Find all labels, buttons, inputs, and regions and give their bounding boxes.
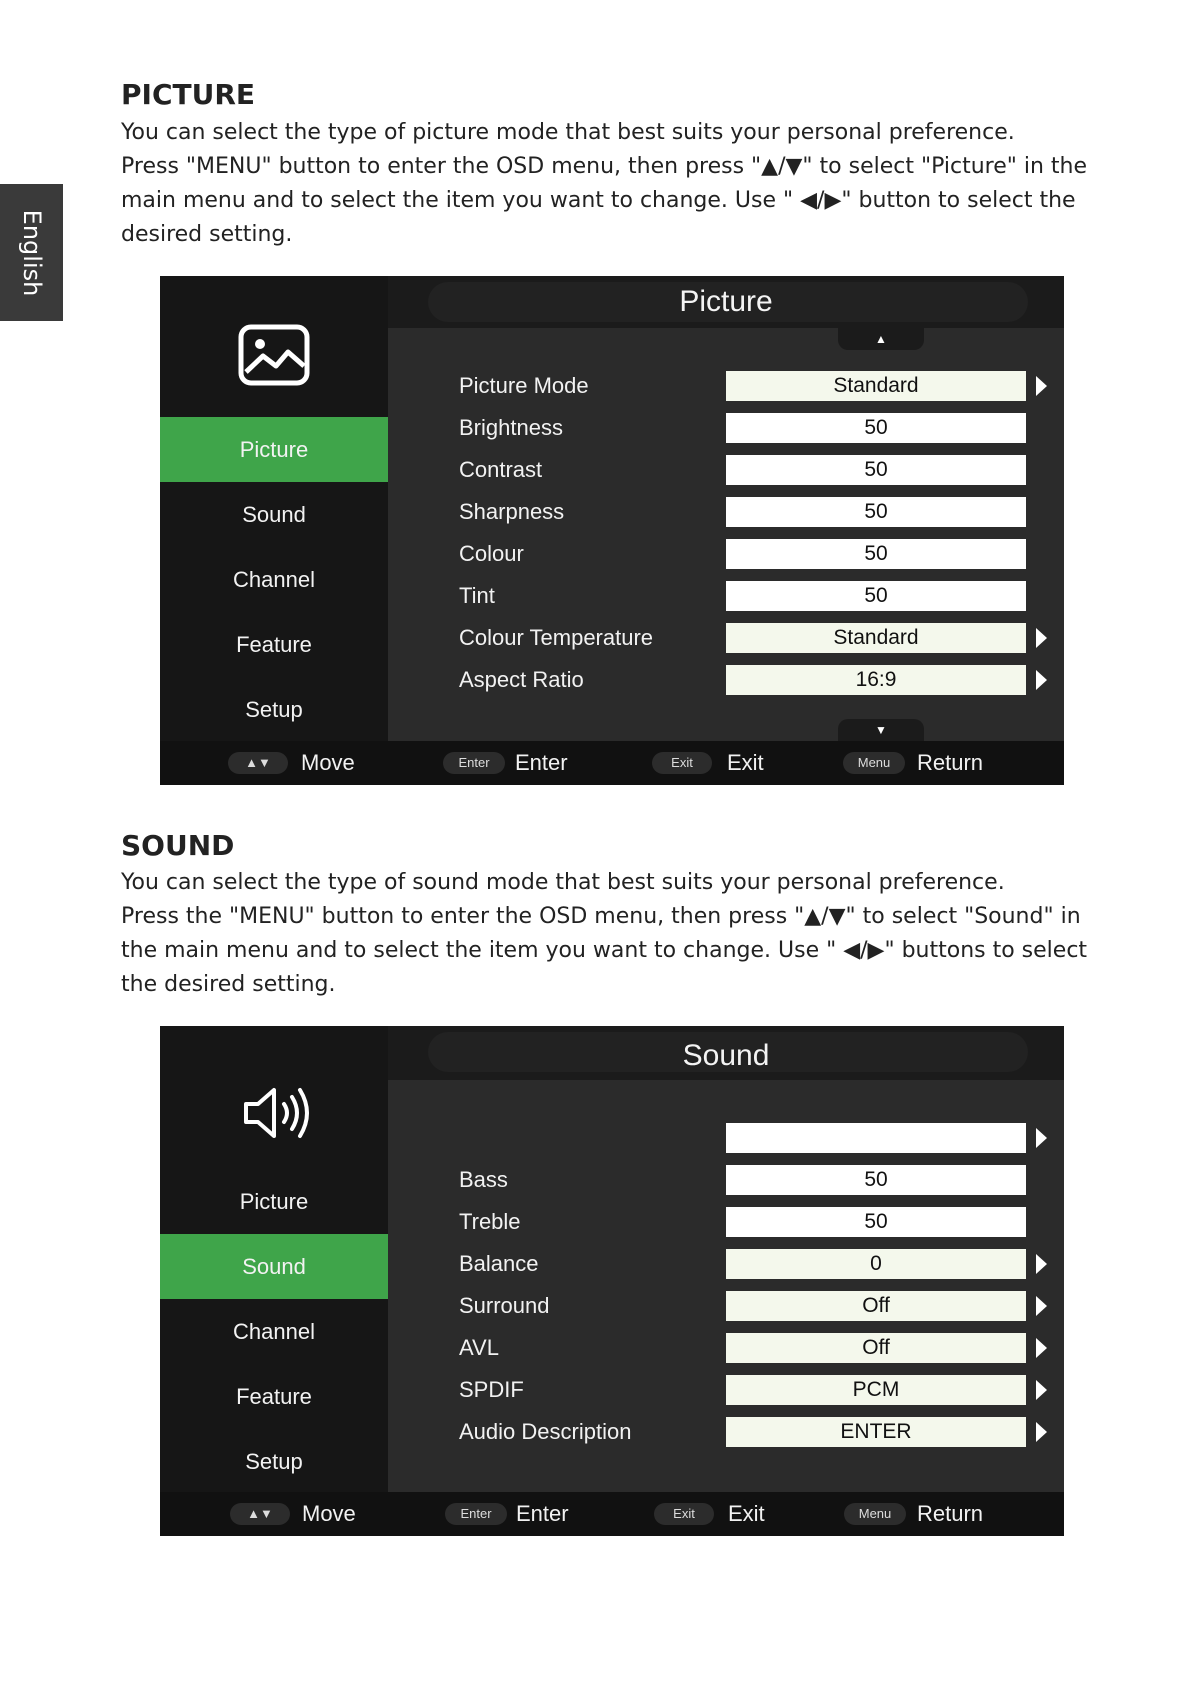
osd-title-bar: [388, 276, 1064, 328]
setting-label-picture-mode: Picture Mode: [459, 373, 589, 398]
scroll-down-icon[interactable]: ▼: [838, 719, 924, 741]
menu-item-setup[interactable]: Setup: [245, 1449, 303, 1474]
setting-label-treble: Treble: [459, 1209, 521, 1234]
setting-value-spdif[interactable]: PCM: [726, 1375, 1026, 1405]
setting-value-balance[interactable]: 0: [726, 1249, 1026, 1279]
enter-hint: Enter: [516, 1501, 569, 1526]
menu-item-sound[interactable]: Sound: [242, 502, 306, 527]
return-hint: Return: [917, 750, 984, 775]
move-hint: Move: [301, 750, 355, 775]
right-arrow-icon[interactable]: [1036, 376, 1047, 396]
setting-value-audio-description[interactable]: ENTER: [726, 1417, 1026, 1447]
sound-description-line: the desired setting.: [121, 972, 336, 997]
picture-osd-screenshot: [160, 276, 1064, 785]
osd-title: Picture: [679, 285, 773, 318]
exit-key-icon: Exit: [654, 1503, 714, 1525]
move-hint: Move: [302, 1501, 356, 1526]
setting-label-spdif: SPDIF: [459, 1377, 524, 1402]
picture-description-line: Press "MENU" button to enter the OSD menu, then press "▲/▼" to select "Picture" in the: [121, 154, 1088, 179]
setting-label-colour: Colour: [459, 541, 524, 566]
osd-title: Sound: [682, 1039, 770, 1072]
picture-description-line: desired setting.: [121, 222, 293, 247]
right-arrow-icon[interactable]: [1036, 628, 1047, 648]
setting-value-surround[interactable]: Off: [726, 1291, 1026, 1321]
sound-description-line: the main menu and to select the item you want to change. Use " ◀/▶" buttons to select: [121, 938, 1088, 963]
right-arrow-icon[interactable]: [1036, 1254, 1047, 1274]
language-tab: [0, 184, 63, 321]
setting-value-sound-mode[interactable]: [726, 1123, 1026, 1153]
setting-label-avl: AVL: [459, 1335, 499, 1360]
enter-key-icon: Enter: [445, 1503, 507, 1525]
menu-item-channel[interactable]: Channel: [233, 1319, 315, 1344]
move-key-icon: ▲▼: [230, 1503, 290, 1525]
setting-value-colour-temperature[interactable]: Standard: [726, 623, 1026, 653]
menu-key-icon: Menu: [844, 1503, 906, 1525]
setting-value-treble[interactable]: 50: [726, 1207, 1026, 1237]
setting-label-aspect-ratio: Aspect Ratio: [459, 667, 584, 692]
setting-label-audio-description: Audio Description: [459, 1419, 632, 1444]
enter-key-icon: Enter: [443, 752, 505, 774]
right-arrow-icon[interactable]: [1036, 1422, 1047, 1442]
menu-item-feature[interactable]: Feature: [236, 632, 312, 657]
picture-description-line: You can select the type of picture mode that best suits your personal preference.: [121, 120, 1015, 145]
setting-value-contrast[interactable]: 50: [726, 455, 1026, 485]
setting-label-colour-temperature: Colour Temperature: [459, 625, 654, 650]
picture-icon: [238, 324, 310, 386]
osd-footer: [160, 741, 1064, 785]
sound-description-line: You can select the type of sound mode that best suits your personal preference.: [121, 870, 1005, 895]
speaker-icon: [242, 1082, 314, 1144]
right-arrow-icon[interactable]: [1036, 1128, 1047, 1148]
setting-label-bass: Bass: [459, 1167, 508, 1192]
menu-item-picture[interactable]: Picture: [239, 1189, 309, 1214]
setting-label-balance: Balance: [459, 1251, 539, 1276]
language-tab-label: English: [17, 209, 46, 296]
picture-description-line: main menu and to select the item you want to change. Use " ◀/▶" button to select the: [121, 188, 1076, 213]
sound-osd-screenshot: [160, 1026, 1064, 1536]
setting-label-contrast: Contrast: [459, 457, 543, 482]
right-arrow-icon[interactable]: [1036, 1380, 1047, 1400]
setting-value-avl[interactable]: Off: [726, 1333, 1026, 1363]
setting-label-sharpness: Sharpness: [459, 499, 565, 524]
sound-description: [121, 866, 1101, 1002]
menu-item-setup[interactable]: Setup: [245, 697, 303, 722]
sound-heading: SOUND: [121, 829, 235, 862]
osd-main-menu: [160, 276, 388, 741]
setting-label-tint: Tint: [459, 583, 495, 608]
right-arrow-icon[interactable]: [1036, 1296, 1047, 1316]
osd-main-menu: [160, 1026, 388, 1492]
setting-label-surround: Surround: [459, 1293, 550, 1318]
scroll-up-icon[interactable]: ▲: [838, 328, 924, 350]
right-arrow-icon[interactable]: [1036, 670, 1047, 690]
exit-key-icon: Exit: [652, 752, 712, 774]
menu-item-channel[interactable]: Channel: [233, 567, 315, 592]
setting-value-brightness[interactable]: 50: [726, 413, 1026, 443]
menu-item-sound[interactable]: Sound: [160, 1234, 388, 1299]
osd-title-bar: [388, 1026, 1064, 1080]
exit-hint: Exit: [728, 1501, 765, 1526]
osd-footer: [160, 1492, 1064, 1536]
menu-item-picture[interactable]: Picture: [160, 417, 388, 482]
return-hint: Return: [917, 1501, 984, 1526]
menu-item-feature[interactable]: Feature: [236, 1384, 312, 1409]
sound-description-line: Press the "MENU" button to enter the OSD menu, then press "▲/▼" to select "Sound" in: [121, 904, 1081, 929]
exit-hint: Exit: [727, 750, 764, 775]
picture-heading: PICTURE: [121, 78, 256, 111]
move-key-icon: ▲▼: [228, 752, 288, 774]
enter-hint: Enter: [515, 750, 568, 775]
setting-value-bass[interactable]: 50: [726, 1165, 1026, 1195]
setting-label-brightness: Brightness: [459, 415, 563, 440]
setting-value-aspect-ratio[interactable]: 16:9: [726, 665, 1026, 695]
setting-value-tint[interactable]: 50: [726, 581, 1026, 611]
setting-value-colour[interactable]: 50: [726, 539, 1026, 569]
menu-key-icon: Menu: [843, 752, 905, 774]
right-arrow-icon[interactable]: [1036, 1338, 1047, 1358]
setting-value-sharpness[interactable]: 50: [726, 497, 1026, 527]
setting-value-picture-mode[interactable]: Standard: [726, 371, 1026, 401]
picture-description: [121, 116, 1101, 252]
